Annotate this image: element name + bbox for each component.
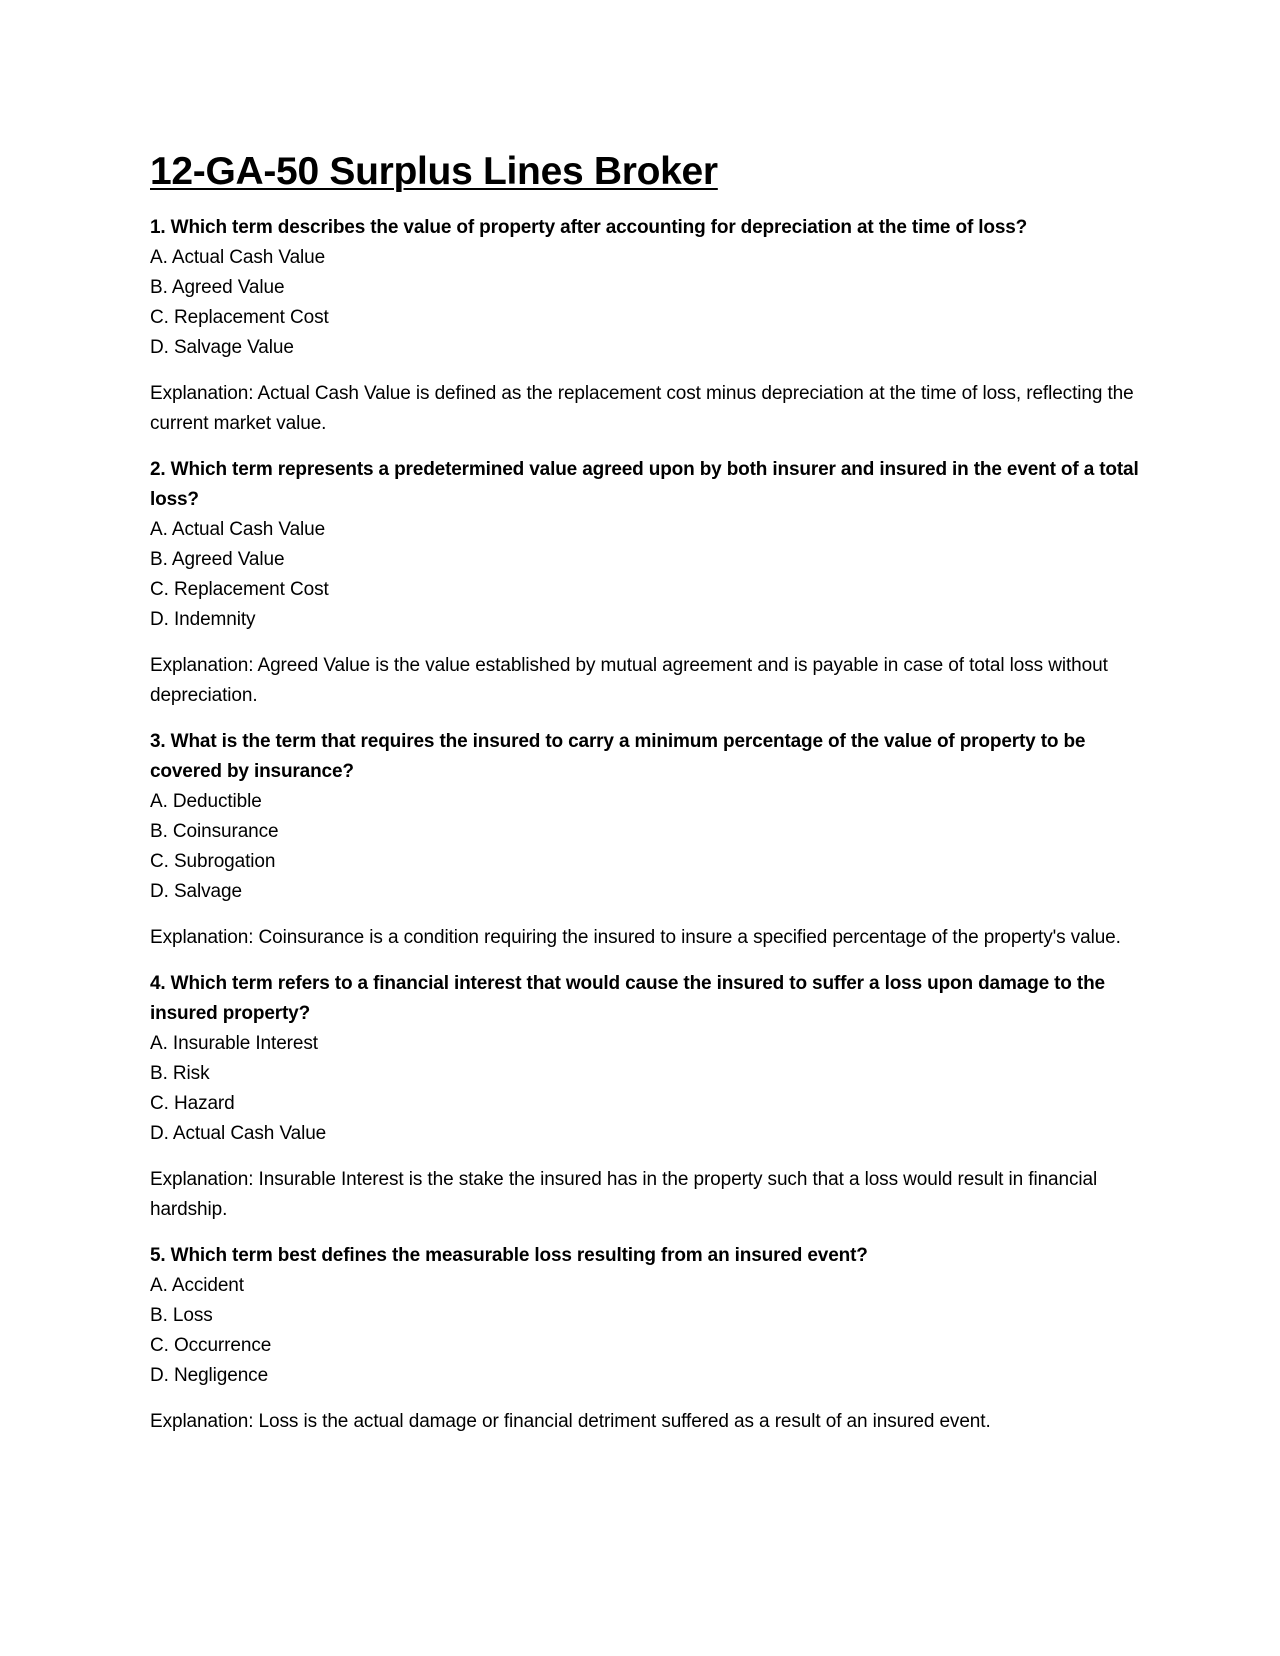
question-block-1 bbox=[150, 213, 1140, 439]
question-text: 2. Which term represents a predetermined value agreed upon by both insurer and insured in the event of a total loss? bbox=[150, 459, 1139, 510]
document-page bbox=[150, 152, 1140, 1453]
question-block-5 bbox=[150, 1241, 1140, 1437]
question-text: 4. Which term refers to a financial interest that would cause the insured to suffer a loss upon damage to the insured property? bbox=[150, 973, 1105, 1024]
answer-option: A. Actual Cash Value bbox=[150, 247, 326, 268]
question-block-2 bbox=[150, 455, 1140, 711]
answer-options bbox=[150, 1271, 1140, 1391]
question-text: 1. Which term describes the value of property after accounting for depreciation at the time of loss? bbox=[150, 217, 1028, 238]
answer-option: C. Replacement Cost bbox=[150, 579, 329, 600]
answer-option: B. Risk bbox=[150, 1063, 210, 1084]
answer-option: C. Subrogation bbox=[150, 851, 276, 872]
answer-option: D. Actual Cash Value bbox=[150, 1123, 327, 1144]
answer-options bbox=[150, 787, 1140, 907]
answer-option: D. Indemnity bbox=[150, 609, 256, 630]
answer-option: B. Agreed Value bbox=[150, 549, 285, 570]
answer-option: B. Coinsurance bbox=[150, 821, 279, 842]
answer-option: A. Insurable Interest bbox=[150, 1033, 318, 1054]
answer-option: A. Actual Cash Value bbox=[150, 519, 326, 540]
answer-option: A. Deductible bbox=[150, 791, 262, 812]
answer-option: D. Negligence bbox=[150, 1365, 269, 1386]
answer-options bbox=[150, 515, 1140, 635]
document-title: 12-GA-50 Surplus Lines Broker bbox=[150, 150, 718, 193]
explanation-text: Explanation: Agreed Value is the value established by mutual agreement and is payable in case of total loss without depreciation. bbox=[150, 655, 1108, 706]
answer-option: C. Occurrence bbox=[150, 1335, 272, 1356]
explanation-text: Explanation: Loss is the actual damage or financial detriment suffered as a result of an insured event. bbox=[150, 1411, 991, 1432]
question-text: 5. Which term best defines the measurable loss resulting from an insured event? bbox=[150, 1245, 868, 1266]
question-block-3 bbox=[150, 727, 1140, 953]
answer-options bbox=[150, 243, 1140, 363]
answer-option: A. Accident bbox=[150, 1275, 244, 1296]
answer-option: C. Hazard bbox=[150, 1093, 235, 1114]
explanation-text: Explanation: Insurable Interest is the stake the insured has in the property such that a loss would result in financial hardship. bbox=[150, 1169, 1098, 1220]
answer-option: B. Loss bbox=[150, 1305, 213, 1326]
answer-option: C. Replacement Cost bbox=[150, 307, 329, 328]
answer-option: B. Agreed Value bbox=[150, 277, 285, 298]
question-text: 3. What is the term that requires the insured to carry a minimum percentage of the value of property to be covered by insurance? bbox=[150, 731, 1086, 782]
explanation-text: Explanation: Coinsurance is a condition requiring the insured to insure a specified percentage of the property's value. bbox=[150, 927, 1121, 948]
answer-option: D. Salvage Value bbox=[150, 337, 294, 358]
answer-option: D. Salvage bbox=[150, 881, 242, 902]
question-block-4 bbox=[150, 969, 1140, 1225]
answer-options bbox=[150, 1029, 1140, 1149]
explanation-text: Explanation: Actual Cash Value is defined as the replacement cost minus depreciation at the time of loss, reflecting the current market value. bbox=[150, 383, 1134, 434]
